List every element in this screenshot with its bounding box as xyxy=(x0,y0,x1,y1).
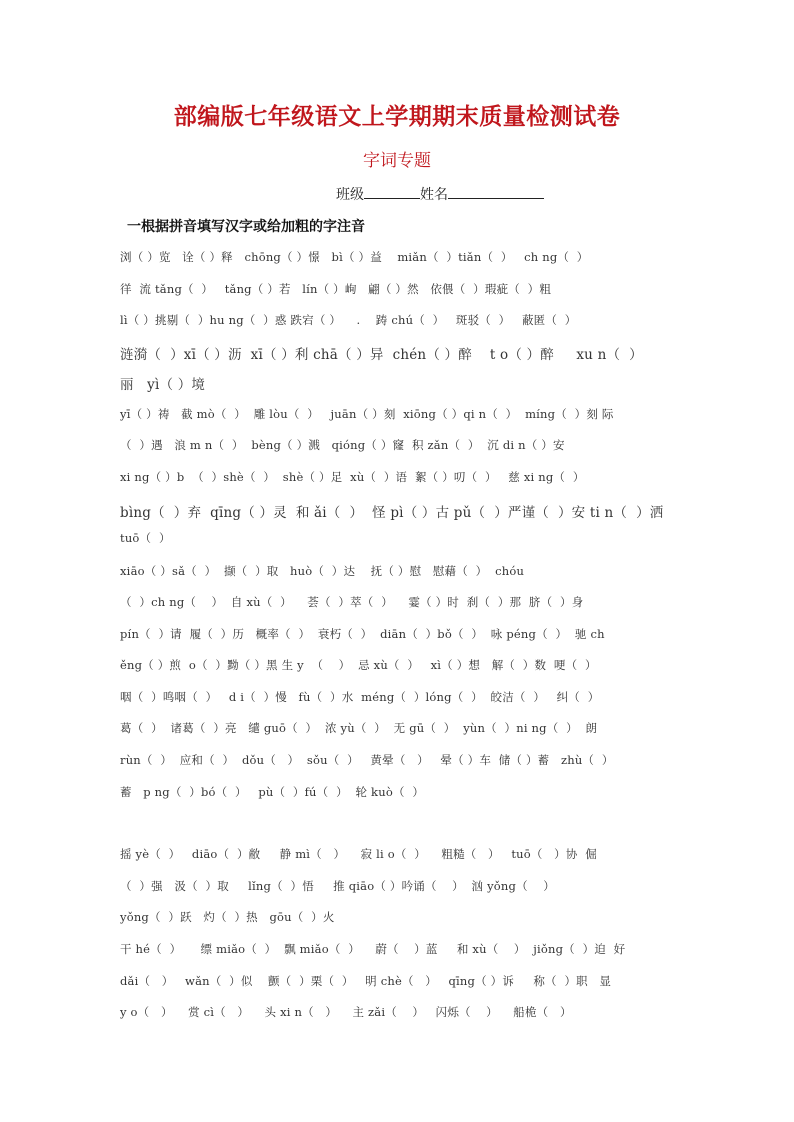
exercise-line: bìng（ ）弃 qīng（ ）灵 和 ǎi（ ） 怪 pì（ ）古 pǔ（ ）严谨（ ）安 ti n（ ）洒 xyxy=(120,505,664,521)
exercise-line: pín（ ）请 履（ ）历 概率（ ） 衰朽（ ） diān（ ）bǒ（ ） 咏 péng（ ） 驰 ch xyxy=(120,627,605,641)
exercise-line: tuō（ ） xyxy=(120,531,171,545)
exercise-line: 徉 流 tǎng（ ） tǎng（ ）若 lín（ ）峋 翩（ ）然 依偎（ ）瑕疵（ ）粗 xyxy=(120,282,552,296)
exercise-line: 摇 yè（ ） diāo（ ）敝 静 mì（ ） 寂 li o（ ） 粗糙（ ） tuō（ ）协 倔 xyxy=(120,847,597,861)
exercise-line: （ ）强 汲（ ）取 lǐng（ ）悟 推 qiāo（ ）吟诵（ ） 汹 yǒng（ ） xyxy=(120,879,555,893)
exercise-line: 浏（ ）览 诠（ ）释 chōng（ ）憬 bì（ ）益 miǎn（ ）tiǎn（ ） ch ng（ ） xyxy=(120,250,589,264)
exercise-line: rùn（ ） 应和（ ） dǒu（ ） sǒu（ ） 黄晕（ ） 晕（ ）车 储（ ）蓄 zhù（ ） xyxy=(120,753,614,767)
class-label: 班级 xyxy=(336,187,364,203)
student-info-row xyxy=(336,184,544,204)
name-blank xyxy=(448,184,544,199)
exercise-line: 涟漪（ ）xī（ ）沥 xī（ ）利 chā（ ）异 chén（ ）醉 t o（ ）醉 xu n（ ） xyxy=(120,347,643,363)
exercise-line: 葛（ ） 诸葛（ ）亮 缱 guō（ ） 浓 yù（ ） 无 gū（ ） yùn（ ）ni ng（ ） 朗 xyxy=(120,721,598,735)
exercise-line: （ ）遇 浪 m n（ ） bèng（ ）溅 qióng（ ）窿 积 zǎn（ ） 沉 di n（ ）安 xyxy=(120,438,565,452)
exercise-line: dǎi（ ） wǎn（ ）似 颤（ ）栗（ ） 明 chè（ ） qīng（ ）诉 称（ ）职 显 xyxy=(120,974,612,988)
exercise-line: y o（ ） 赏 cì（ ） 头 xi n（ ） 主 zǎi（ ） 闪烁（ ） 船桅（ ） xyxy=(120,1005,572,1019)
page-title: 部编版七年级语文上学期期末质量检测试卷 xyxy=(173,103,621,130)
exercise-line: yǒng（ ）跃 灼（ ）热 gōu（ ）火 xyxy=(120,910,335,924)
class-blank xyxy=(364,184,420,199)
exercise-line: ěng（ ）煎 o（ ）黝（ ）黑 生 y （ ） 忌 xù（ ） xì（ ）想 解（ ）数 哽（ ） xyxy=(120,658,597,672)
exercise-line: 丽 yì（ ）境 xyxy=(120,377,206,393)
exercise-line: （ ）ch ng（ ） 自 xù（ ） 荟（ ）萃（ ） 霎（ ）时 刹（ ）那 脐（ ）身 xyxy=(120,595,584,609)
section-heading: 一根据拼音填写汉字或给加粗的字注音 xyxy=(127,219,365,235)
name-label: 姓名 xyxy=(420,187,448,203)
exercise-line: yī（ ）祷 截 mò（ ） 雕 lòu（ ） juān（ ）刻 xiōng（ ）qi n（ ） míng（ ）刻 际 xyxy=(120,407,614,421)
exercise-line: 咽（ ）鸣咽（ ） d i（ ）慢 fù（ ）水 méng（ ）lóng（ ） 皎洁（ ） 纠（ ） xyxy=(120,690,600,704)
exercise-line: lì（ ）挑剔（ ）hu ng（ ）惑 跌宕（ ） . 踌 chú（ ） 斑驳（ ） 蔽匿（ ） xyxy=(120,313,577,327)
exercise-line: 干 hé（ ） 缥 miǎo（ ） 飘 miǎo（ ） 蔚（ ）蓝 和 xù（ ） jiǒng（ ）迫 好 xyxy=(120,942,626,956)
exercise-line: xiāo（ ）sǎ（ ） 撷（ ）取 huò（ ）达 抚（ ）慰 慰藉（ ） chóu xyxy=(120,564,525,578)
exercise-line: 蓄 p ng（ ）bó（ ） pù（ ）fú（ ） 轮 kuò（ ） xyxy=(120,785,425,799)
exercise-line: xi ng（ ）b （ ）shè（ ） shè（ ）足 xù（ ）语 絮（ ）叨（ ） 慈 xi ng（ ） xyxy=(120,470,585,484)
page-subtitle: 字词专题 xyxy=(363,151,431,171)
